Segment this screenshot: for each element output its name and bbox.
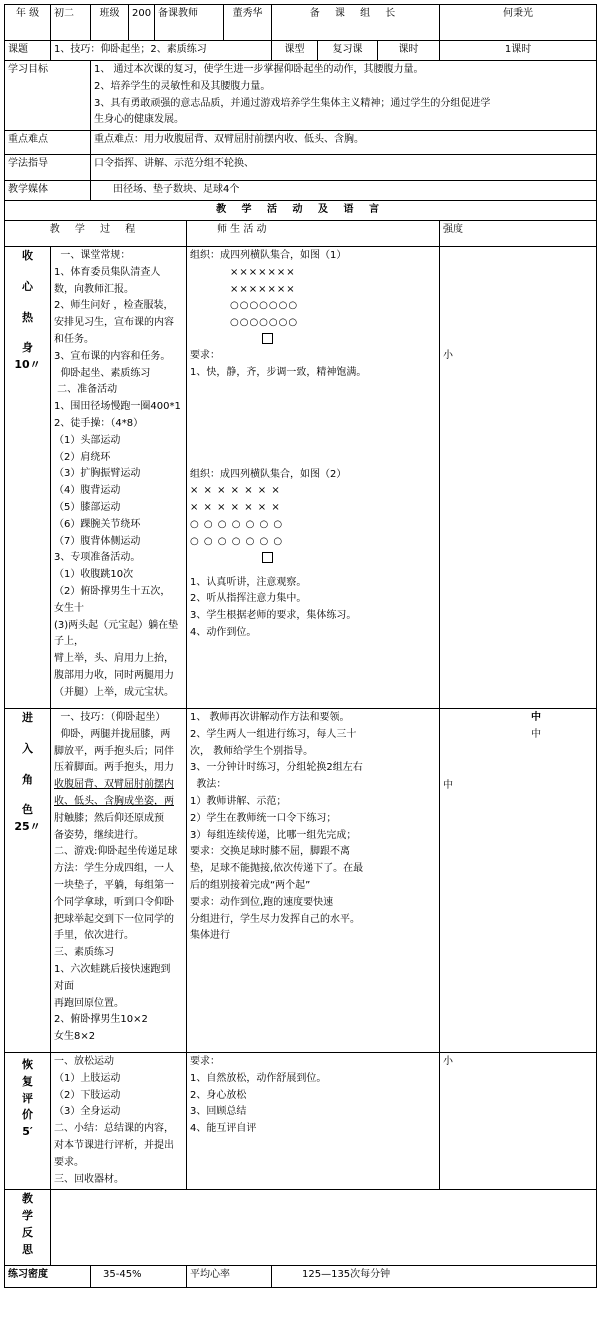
activity-req: 1、快，静，齐，步调一致，精神饱满。 bbox=[190, 366, 367, 378]
phase-char: 色 bbox=[22, 803, 33, 817]
phase-warmup-row bbox=[5, 246, 597, 708]
intensity-top: 中 bbox=[531, 728, 542, 740]
text-line: 2）学生在教师统一口令下练习； bbox=[190, 812, 337, 824]
intensity-top: 中 bbox=[531, 711, 542, 723]
objective-item: 生身心的健康发展。 bbox=[94, 114, 184, 126]
text-line: 再跑回原位置。 bbox=[54, 997, 124, 1009]
text-line: 子上， bbox=[54, 636, 84, 648]
text-line: 收、低头、含胸成坐姿，两 bbox=[54, 795, 174, 807]
formation-row: ○ ○ ○ ○ ○ ○ ○ bbox=[190, 535, 284, 547]
text-line: （1）上肢运动 bbox=[54, 1072, 121, 1084]
text-line: （2）肩绕环 bbox=[54, 451, 111, 463]
text-line: （2）下肢运动 bbox=[54, 1089, 121, 1101]
intensity-value: 小 bbox=[443, 349, 454, 361]
phase-char: 热 bbox=[22, 310, 33, 324]
header-row bbox=[5, 5, 597, 41]
text-line: 二、准备活动 bbox=[54, 384, 118, 396]
phase-main-name bbox=[5, 708, 51, 1052]
formation-row: ○○○○○○○ bbox=[230, 300, 299, 312]
phase-cooldown-activity bbox=[187, 1052, 440, 1189]
text-line: 集体进行 bbox=[190, 930, 230, 942]
text-line: 肘触膝；然后仰还原成预 bbox=[54, 812, 164, 824]
text-line: 教法： bbox=[190, 779, 227, 791]
text-line: 个同学拿球，听到口令仰卧 bbox=[54, 896, 174, 908]
text-line: 一、放松运动 bbox=[54, 1055, 114, 1067]
phase-char: 复 bbox=[22, 1074, 33, 1088]
text-line: （2）俯卧撑男生十五次， bbox=[54, 585, 171, 597]
text-line: 二、小结：总结课的内容， bbox=[54, 1123, 174, 1135]
text-line: 三、素质练习 bbox=[54, 947, 114, 959]
type-value: 复习课 bbox=[318, 41, 378, 61]
text-line: 次， 教师给学生个别指导。 bbox=[190, 745, 314, 757]
group-leader-label: 备 课 组 长 bbox=[272, 5, 440, 41]
text-line: 备姿势，继续进行。 bbox=[54, 829, 144, 841]
class-label: 班级 bbox=[91, 5, 129, 41]
reflection-char: 学 bbox=[22, 1209, 33, 1223]
text-line: 安排见习生，宣布课的内容 bbox=[54, 317, 174, 329]
phase-main-process bbox=[51, 708, 187, 1052]
text-line: (3)两头起（元宝起）躺在垫 bbox=[54, 619, 179, 631]
phase-cooldown-name bbox=[5, 1052, 51, 1189]
key-points-value: 重点难点：用力收腹屈背、双臂屈肘前摆内收、低头、含胸。 bbox=[91, 131, 597, 155]
text-line: 仰卧，两腿并拢屈膝，两 bbox=[54, 728, 171, 740]
group-leader-value: 何秉光 bbox=[440, 5, 597, 41]
phase-char: 评 bbox=[22, 1091, 33, 1105]
text-line: 臂上举，头、肩用力上抬， bbox=[54, 653, 174, 665]
topic-value: 1、技巧：仰卧起坐；2、素质练习 bbox=[51, 41, 272, 61]
text-line: （4）腹背运动 bbox=[54, 485, 121, 497]
text-line: 数，向教师汇报。 bbox=[54, 283, 134, 295]
text-line: （5）膝部运动 bbox=[54, 501, 121, 513]
text-line: 一、课堂常规： bbox=[54, 249, 131, 261]
text-line: 3、一分钟计时练习，分组轮换2组左右 bbox=[190, 762, 363, 774]
text-line: 2、身心放松 bbox=[190, 1089, 247, 1101]
objective-item: 1、 通过本次课的复习，使学生进一步掌握仰卧起坐的动作，其腰腹力量。 bbox=[94, 64, 424, 75]
type-label: 课型 bbox=[272, 41, 318, 61]
text-line: 女生十 bbox=[54, 602, 84, 614]
text-line: （1）头部运动 bbox=[54, 434, 121, 446]
phase-time: 25〃 bbox=[14, 820, 41, 834]
phase-warmup-name bbox=[5, 246, 51, 708]
method-label: 学法指导 bbox=[5, 155, 91, 181]
reflection-row bbox=[5, 1190, 597, 1266]
formation-row: ○○○○○○○ bbox=[230, 317, 299, 329]
phase-char: 收 bbox=[22, 248, 33, 262]
formation-row: × × × × × × × bbox=[190, 485, 281, 497]
formation-diagram-2 bbox=[190, 483, 436, 566]
column-intensity: 强度 bbox=[440, 220, 597, 246]
section-title: 教 学 活 动 及 语 言 bbox=[5, 201, 597, 221]
section-title-row bbox=[5, 201, 597, 221]
teacher-value: 董秀华 bbox=[224, 5, 272, 41]
phase-char: 进 bbox=[22, 710, 33, 724]
text-line: 3）每组连续传递，比哪一组先完成； bbox=[190, 829, 357, 841]
activity-req: 4、动作到位。 bbox=[190, 626, 257, 638]
text-line: 对面 bbox=[54, 980, 74, 992]
formation-diagram-1 bbox=[190, 265, 436, 348]
text-line: 2、徒手操：（4*8） bbox=[54, 417, 144, 429]
text-line: 方法：学生分成四组，一人 bbox=[54, 863, 174, 875]
phase-cooldown-row bbox=[5, 1052, 597, 1189]
intensity-value: 小 bbox=[443, 1055, 454, 1067]
text-line: 对本节课进行评析，并提出 bbox=[54, 1139, 174, 1151]
heart-value: 125—135次每分钟 bbox=[272, 1266, 597, 1288]
text-line: 2、学生两人一组进行练习，每人三十 bbox=[190, 728, 357, 740]
objectives-label: 学习目标 bbox=[5, 61, 91, 131]
objective-item: 2、培养学生的灵敏性和及其腰腹力量。 bbox=[94, 80, 271, 92]
reflection-label bbox=[5, 1190, 51, 1266]
activity-org: 组织：成四列横队集合，如图（2） bbox=[190, 468, 347, 480]
grade-label: 年 级 bbox=[5, 5, 51, 41]
text-line: 腹部用力收，同时两腿用力 bbox=[54, 669, 174, 681]
text-line: 2、俯卧撑男生10×2 bbox=[54, 1014, 148, 1026]
text-line: 二、游戏:仰卧起坐传递足球 bbox=[54, 846, 178, 858]
text-line: 要求： bbox=[190, 1055, 220, 1067]
text-line: 仰卧起坐、素质练习 bbox=[54, 367, 151, 379]
text-line: 1、体育委员集队清查人 bbox=[54, 266, 161, 278]
activity-req-label: 要求： bbox=[190, 349, 220, 361]
text-line: （3）全身运动 bbox=[54, 1106, 121, 1118]
objectives-row bbox=[5, 61, 597, 131]
text-line: 手里，依次进行。 bbox=[54, 930, 134, 942]
text-line: 一块垫子，平躺，每组第一 bbox=[54, 879, 174, 891]
phase-main-activity bbox=[187, 708, 440, 1052]
text-line: 脚放平，两手抱头后；同伴 bbox=[54, 745, 174, 757]
text-line: 要求。 bbox=[54, 1156, 84, 1168]
key-points-row bbox=[5, 131, 597, 155]
text-line: 三、回收器材。 bbox=[54, 1173, 124, 1185]
text-line: 要求：动作到位,跑的速度要快速 bbox=[190, 896, 334, 908]
phase-char: 价 bbox=[22, 1108, 33, 1122]
method-value: 口令指挥、讲解、示范分组不轮换、 bbox=[91, 155, 597, 181]
phase-char: 入 bbox=[22, 741, 33, 755]
text-line: 一、技巧：（仰卧起坐） bbox=[54, 711, 166, 723]
heart-label: 平均心率 bbox=[187, 1266, 272, 1288]
text-line: 分组进行，学生尽力发挥自己的水平。 bbox=[190, 913, 360, 925]
phase-char: 恢 bbox=[22, 1057, 33, 1071]
phase-warmup-intensity bbox=[440, 246, 597, 708]
text-line: 2、师生问好 ，检查服装， bbox=[54, 300, 174, 312]
topic-label: 课题 bbox=[5, 41, 51, 61]
class-value: 200 bbox=[129, 5, 155, 41]
text-line: 要求：交换足球时膝不屈，脚跟不离 bbox=[190, 846, 350, 858]
column-header-row bbox=[5, 220, 597, 246]
key-points-label: 重点难点 bbox=[5, 131, 91, 155]
phase-main-intensity bbox=[440, 708, 597, 1052]
reflection-char: 反 bbox=[22, 1225, 33, 1239]
teacher-position-icon bbox=[262, 552, 273, 563]
column-activity: 师 生 活 动 bbox=[187, 220, 440, 246]
teacher-position-icon bbox=[262, 333, 273, 344]
hours-label: 课时 bbox=[378, 41, 440, 61]
reflection-char: 教 bbox=[22, 1192, 33, 1206]
phase-time: 5′ bbox=[22, 1125, 33, 1139]
activity-req: 1、认真听讲，注意观察。 bbox=[190, 576, 307, 588]
reflection-char: 思 bbox=[22, 1242, 33, 1256]
phase-time: 10〃 bbox=[14, 358, 41, 372]
footer-row bbox=[5, 1266, 597, 1288]
lesson-plan-table bbox=[4, 4, 597, 1288]
phase-char: 身 bbox=[22, 341, 33, 355]
phase-main-row bbox=[5, 708, 597, 1052]
method-row bbox=[5, 155, 597, 181]
text-line: 1、自然放松，动作舒展到位。 bbox=[190, 1072, 327, 1084]
formation-row: ○ ○ ○ ○ ○ ○ ○ bbox=[190, 518, 284, 530]
text-line: 垫，足球不能抛接,依次传递下了。在最 bbox=[190, 863, 364, 875]
objectives-content bbox=[91, 61, 597, 131]
phase-cooldown-intensity bbox=[440, 1052, 597, 1189]
formation-row: × × × × × × × bbox=[190, 502, 281, 514]
reflection-content bbox=[51, 1190, 597, 1266]
text-line: （3）扩胸振臂运动 bbox=[54, 468, 141, 480]
text-line: 3、宣布课的内容和任务。 bbox=[54, 350, 171, 362]
text-line: 压着脚面。两手抱头，用力 bbox=[54, 762, 174, 774]
text-line: （7）腹背体侧运动 bbox=[54, 535, 141, 547]
objective-item: 3、具有勇敢顽强的意志品质，并通过游戏培养学生集体主义精神；通过学生的分组促进学 bbox=[94, 97, 491, 109]
text-line: 把球举起交到下一位同学的 bbox=[54, 913, 174, 925]
text-line: 和任务。 bbox=[54, 333, 94, 345]
media-label: 教学媒体 bbox=[5, 181, 91, 201]
phase-char: 心 bbox=[22, 279, 33, 293]
text-line: 1、 教师再次讲解动作方法和要领。 bbox=[190, 711, 350, 723]
text-line: 3、回顾总结 bbox=[190, 1106, 247, 1118]
density-value: 35-45% bbox=[91, 1266, 187, 1288]
text-line: 1、围田径场慢跑一圈400*1 bbox=[54, 401, 181, 413]
activity-req: 3、学生根据老师的要求，集体练习。 bbox=[190, 610, 357, 622]
topic-row bbox=[5, 41, 597, 61]
text-line: 女生8×2 bbox=[54, 1031, 96, 1043]
text-line: （并腿）上举，成元宝状。 bbox=[54, 686, 174, 698]
hours-value: 1课时 bbox=[440, 41, 597, 61]
text-line: 1）教师讲解、示范； bbox=[190, 795, 287, 807]
text-line: （1）收腹跳10次 bbox=[54, 569, 134, 581]
grade-value: 初二 bbox=[51, 5, 91, 41]
media-row bbox=[5, 181, 597, 201]
activity-req: 2、听从指挥注意力集中。 bbox=[190, 593, 307, 605]
media-value: 田径场、垫子数块、足球4个 bbox=[91, 181, 597, 201]
phase-warmup-activity bbox=[187, 246, 440, 708]
text-line: 1、六次蛙跳后接快速跑到 bbox=[54, 963, 171, 975]
density-label: 练习密度 bbox=[5, 1266, 91, 1288]
activity-org: 组织：成四列横队集合，如图（1） bbox=[190, 249, 347, 261]
text-line: 4、能互评自评 bbox=[190, 1123, 257, 1135]
phase-cooldown-process bbox=[51, 1052, 187, 1189]
text-line: 3、专项准备活动。 bbox=[54, 552, 141, 564]
phase-warmup-process bbox=[51, 246, 187, 708]
intensity-value: 中 bbox=[443, 779, 454, 791]
teacher-label: 备课教师 bbox=[155, 5, 224, 41]
text-line: 后的组别接着完成“两个起” bbox=[190, 879, 311, 891]
text-line: （6）踝腕关节绕环 bbox=[54, 518, 141, 530]
text-line: 收腹屈背、双臂屈肘前摆内 bbox=[54, 779, 174, 791]
formation-row: ××××××× bbox=[230, 266, 296, 278]
column-process: 教 学 过 程 bbox=[5, 220, 187, 246]
phase-char: 角 bbox=[22, 772, 33, 786]
formation-row: ××××××× bbox=[230, 283, 296, 295]
